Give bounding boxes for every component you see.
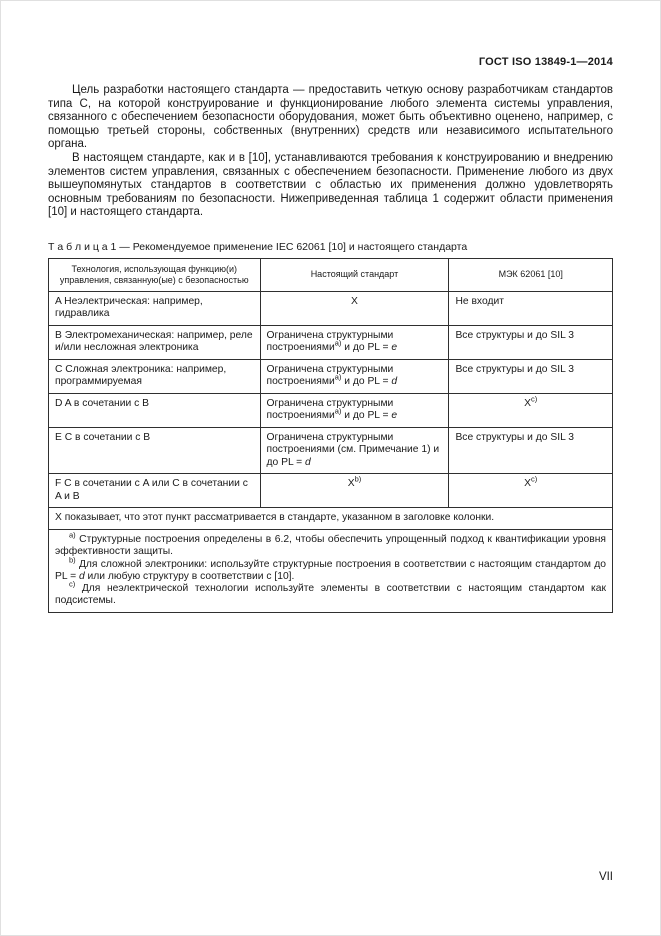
- table-caption: Т а б л и ц а 1 — Рекомендуемое применение IEC 62061 [10] и настоящего стандарта: [48, 240, 468, 253]
- table-cell: [260, 393, 449, 427]
- table-cell: [49, 291, 261, 325]
- table-cell: [49, 393, 261, 427]
- text-segment: e: [391, 410, 398, 422]
- text-segment: d: [391, 376, 398, 388]
- table-cell: [49, 359, 261, 393]
- table-cell: [449, 359, 613, 393]
- table-cell: [449, 427, 613, 474]
- text-segment: и до PL =: [341, 410, 392, 422]
- table-1-recommended-application: [48, 258, 613, 613]
- table-cell: [49, 325, 261, 359]
- table-cell: [449, 291, 613, 325]
- text-segment: B Электромеханическая: например, реле и/или несложная электроника: [55, 329, 253, 354]
- text-segment: Ограничена структурными построениями: [266, 363, 394, 388]
- table-row: [49, 359, 613, 393]
- text-segment: X: [524, 397, 532, 409]
- table-header-row: [49, 258, 613, 291]
- table-row: [49, 393, 613, 427]
- text-segment: a): [334, 339, 342, 349]
- text-segment: c): [531, 394, 538, 404]
- text-segment: c): [531, 475, 538, 485]
- table-row: [49, 291, 613, 325]
- column-header-technology: Технология, использующая функцию(и) управления, связанную(ые) с безопасностью: [49, 258, 261, 291]
- table-cell: [449, 474, 613, 508]
- text-segment: e: [391, 342, 398, 354]
- footnote-marker: c): [69, 579, 76, 589]
- table-cell: [260, 474, 449, 508]
- table-cell: [260, 291, 449, 325]
- footnote: [55, 579, 606, 608]
- table-cell: [449, 393, 613, 427]
- text-segment: Ограничена структурными построениями (см. Примечание 1) и до PL =: [266, 431, 440, 468]
- text-segment: Все структуры и до SIL 3: [455, 431, 575, 443]
- text-segment: или любую структуру в соответствии с [10].: [84, 570, 295, 582]
- text-segment: Не входит: [455, 295, 504, 307]
- document-standard-number: ГОСТ ISO 13849-1—2014: [478, 56, 613, 68]
- table-footnotes-row: [49, 529, 613, 612]
- text-segment: и до PL =: [341, 342, 392, 354]
- table-row: [49, 474, 613, 508]
- text-segment: A Неэлектрическая: например, гидравлика: [55, 295, 203, 320]
- text-segment: и до PL =: [341, 376, 392, 388]
- paragraph-scope: В настоящем стандарте, как и в [10], устанавливаются требования к конструированию и внедрению элементов систем управления, связанных с обеспечением безопасности. Применение любого из двух вышеупомянутых стандартов в соответствии с областью их применения должно удовлетворять основным требованиям по безопасности. Нижеприведенная таблица 1 содержит области применения [10] и настоящего стандарта.: [48, 151, 613, 219]
- table-row: [49, 427, 613, 474]
- table-note: X показывает, что этот пункт рассматривается в стандарте, указанном в заголовке колонки.: [49, 508, 613, 530]
- table-cell: [260, 359, 449, 393]
- footnote-marker: a): [69, 530, 76, 540]
- table-cell: [260, 325, 449, 359]
- footnote: [55, 530, 606, 559]
- table-cell: [49, 427, 261, 474]
- footnote: [55, 555, 606, 584]
- text-segment: a): [334, 407, 342, 417]
- text-segment: a): [334, 373, 342, 383]
- text-segment: Структурные построения определены в 6.2, чтобы обеспечить упрощенный подход к квантификации уровня эффективности защиты.: [55, 533, 606, 558]
- table-cell: [260, 427, 449, 474]
- text-segment: X: [524, 478, 532, 490]
- column-header-iec-62061: МЭК 62061 [10]: [449, 258, 613, 291]
- page-number: VII: [598, 871, 613, 883]
- text-segment: Все структуры и до SIL 3: [455, 329, 575, 341]
- table-cell: [49, 474, 261, 508]
- text-segment: d: [305, 456, 311, 468]
- table-footnotes: [49, 529, 613, 612]
- text-segment: Для сложной электроники: используйте структурные построения в соответствии с настоящим стандартом до PL =: [55, 558, 606, 582]
- paragraph-purpose: Цель разработки настоящего стандарта — предоставить четкую основу разработчикам стандартов типа С, на которой конструирование и функционирование любого элемента системы управления, связанного с обеспечением безопасности оборудования, может быть объективно оценено, например, с помощью третьей стороны, собственных (внутренних) средств или независимого испытательного органа.: [48, 84, 613, 151]
- text-segment: b): [354, 475, 362, 485]
- text-segment: E C в сочетании с B: [55, 431, 151, 443]
- column-header-this-standard: Настоящий стандарт: [260, 258, 449, 291]
- footnote-marker: b): [69, 555, 76, 565]
- table-note-row: [49, 508, 613, 530]
- text-segment: F C в сочетании с A или C в сочетании с A и B: [55, 478, 248, 502]
- table-cell: [449, 325, 613, 359]
- text-segment: D A в сочетании с B: [55, 397, 149, 409]
- text-segment: X: [351, 295, 358, 307]
- text-segment: Все структуры и до SIL 3: [455, 363, 575, 375]
- text-segment: X: [347, 478, 355, 490]
- table-row: [49, 325, 613, 359]
- text-segment: C Сложная электроника: например, программируемая: [55, 363, 227, 388]
- text-segment: Для неэлектрической технологии используйте элементы в соответствии с настоящим стандартом как подсистемы.: [55, 583, 606, 607]
- text-segment: Ограничена структурными построениями: [266, 329, 394, 354]
- body-text: [48, 84, 613, 220]
- text-segment: d: [78, 570, 85, 582]
- text-segment: Ограничена структурными построениями: [266, 397, 394, 422]
